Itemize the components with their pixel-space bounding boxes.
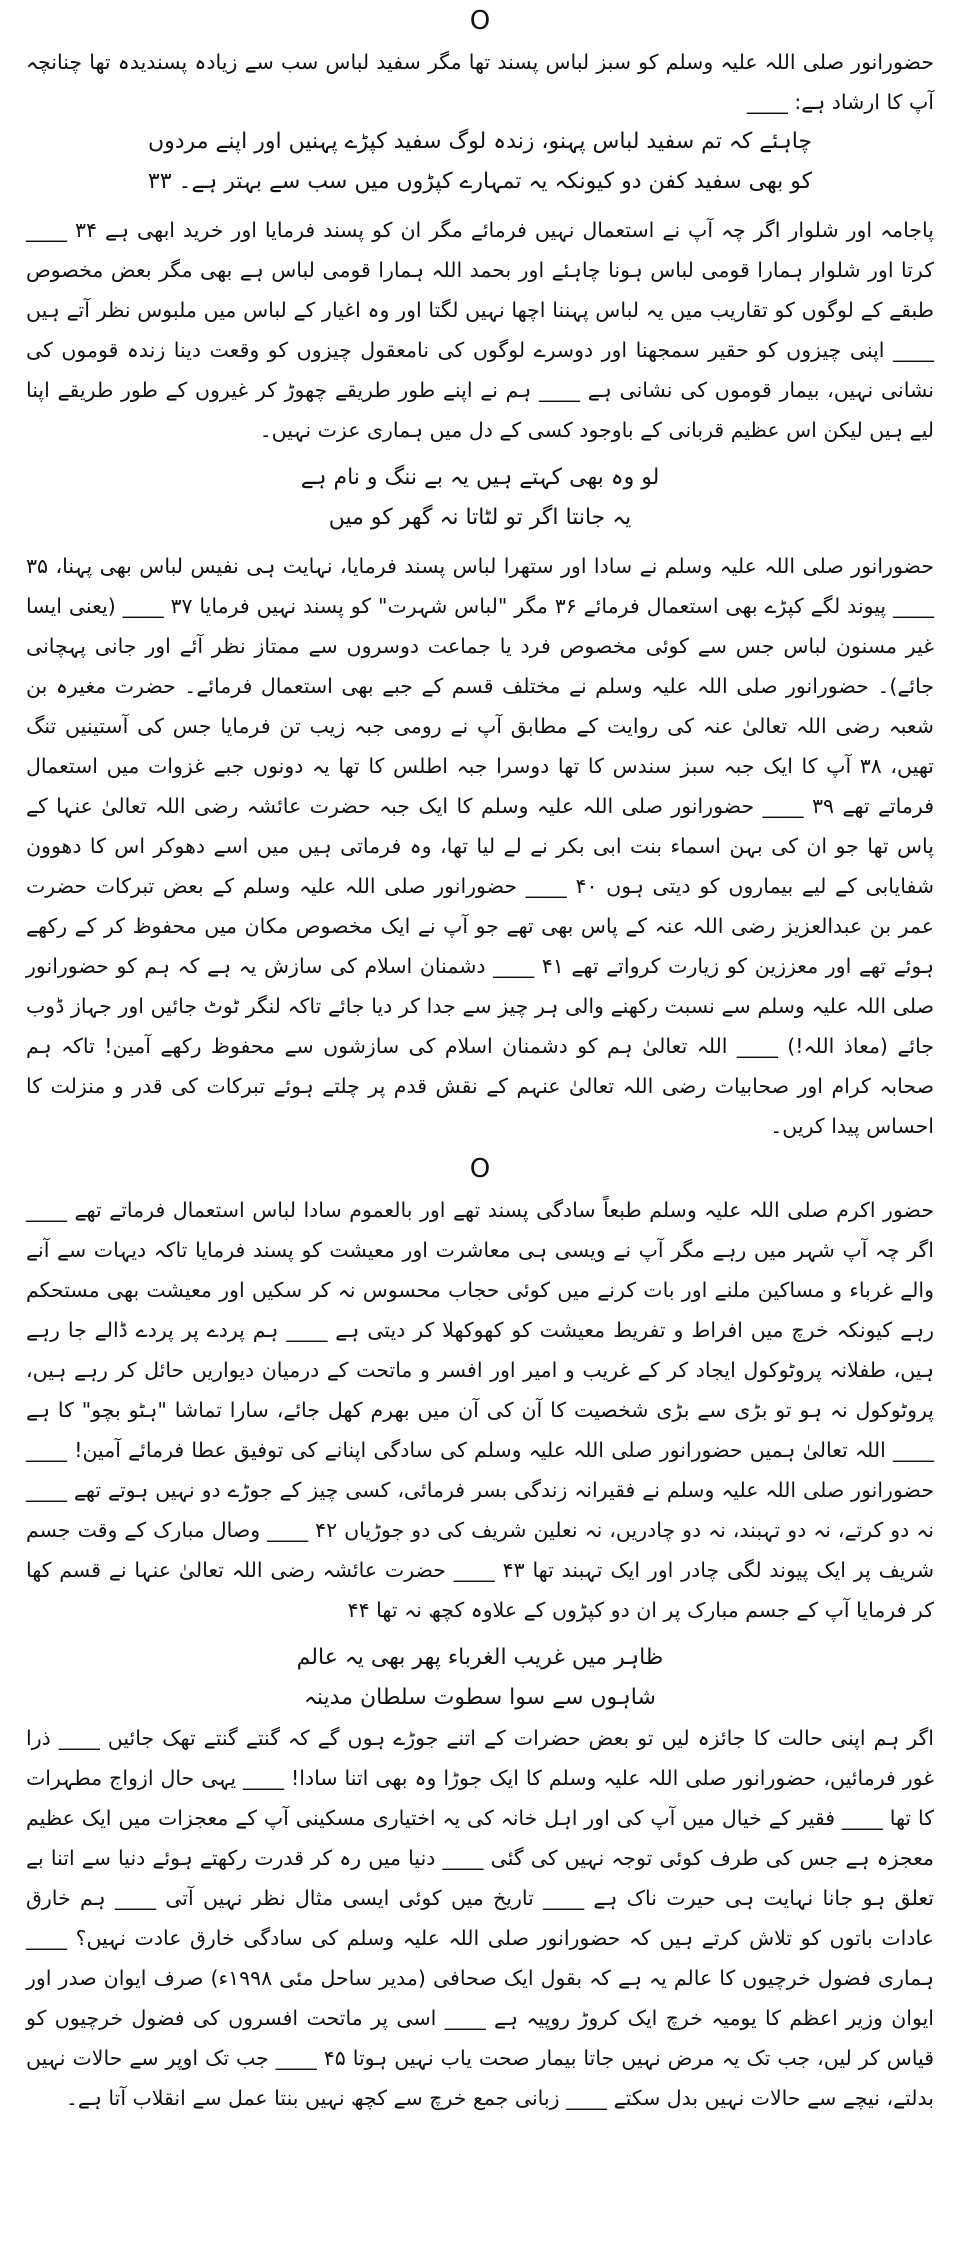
poetry-verse-2: یہ جانتا اگر تو لٹاتا نہ گھر کو میں bbox=[328, 505, 632, 530]
poetry-verse-3: ظاہر میں غریب الغرباء پھر بھی یہ عالم bbox=[296, 1645, 664, 1670]
spacer bbox=[26, 1630, 934, 1638]
paragraph-simplicity: حضور اکرم صلی اللہ علیہ وسلم طبعاً سادگی پسند تھے اور بالعموم سادا لباس استعمال فرماتے تھے ____ اگر چہ آپ شہر میں رہے مگر آپ نے ویسی ہی معاشرت اور معیشت کو پسند فرمایا تاکہ دیہات سے آنے والے غرباء و مساکین ملنے اور بات کرنے میں کوئی حجاب محسوس نہ کر سکیں اور معیشت بھی مستحکم رہے کیونکہ خرچ میں افراط و تفریط معیشت کو کھوکھلا کر دیتی ہے ____ ہم پردے پر پردے ڈالے جا رہے ہیں، طفلانہ پروٹوکول ایجاد کر کے غریب و امیر اور افسر و ماتحت کے درمیان دیواریں حائل کر رہے ہیں، پروٹوکول نہ ہو تو بڑی سے بڑی شخصیت کا آن کی آن میں بھرم کھل جائے، سارا تماشا "ہٹو بچو" کا ہے ____ اللہ تعالیٰ ہمیں حضورانور صلی اللہ علیہ وسلم کی سادگی اپنانے کی توفیق عطا فرمائے آمین! ____ حضورانور صلی اللہ علیہ وسلم نے فقیرانہ زندگی بسر فرمائی، کسی چیز کے جوڑے دو نہیں ہوتے تھے ____ نہ دو کرتے، نہ دو تہبند، نہ دو چادریں، نہ نعلین شریف کی دو جوڑیاں ۴۲ ____ وصال مبارک کے وقت جسم شریف پر ایک پیوند لگی چادر اور ایک تہبند تھا ۴۳ ____ حضرت عائشہ رضی اللہ تعالیٰ عنہا نے قسم کھا کر فرمایا آپ کے جسم مبارک پر ان دو کپڑوں کے علاوہ کچھ نہ تھا ۴۴ bbox=[26, 1198, 935, 1622]
paragraph-extravagance: اگر ہم اپنی حالت کا جائزہ لیں تو بعض حضرات کے اتنے جوڑے ہوں گے کہ گنتے گنتے تھک جائیں ____ ذرا غور فرمائیں، حضورانور صلی اللہ علیہ وسلم کا ایک جوڑا وہ بھی اتنا سادا! ____ یہی حال ازواج مطہرات کا تھا ____ فقیر کے خیال میں آپ کی اور اہل خانہ کی یہ اختیاری مسکینی آپ کے معجزات میں ایک عظیم معجزہ ہے جس کی طرف کوئی توجہ نہیں کی گئی ____ دنیا میں رہ کر قدرت رکھتے ہوئے دنیا سے اتنا بے تعلق ہو جانا نہایت ہی حیرت ناک ہے ____ تاریخ میں کوئی ایسی مثال نظر نہیں آتی ____ ہم خارق عادات باتوں کو تلاش کرتے ہیں کہ حضورانور صلی اللہ علیہ وسلم کی سادگی خارق عادت نہیں؟ ____ ہماری فضول خرچیوں کا عالم یہ ہے کہ بقول ایک صحافی (مدیر ساحل مئی ۱۹۹۸ء) صرف ایوان صدر اور ایوان وزیر اعظم کا یومیہ خرچ ایک کروڑ روپیہ ہے ____ اسی پر ماتحت افسروں کی فضول خرچیوں کو قیاس کر لیں، جب تک یہ مرض نہیں جاتا بیمار صحت یاب نہیں ہوتا ۴۵ ____ جب تک اوپر سے حالات نہیں بدلتے، نیچے سے حالات نہیں بدل سکتے ____ زبانی جمع خرچ سے کچھ نہیں بنتا عمل سے انقلاب آتا ہے۔ bbox=[26, 1726, 934, 2110]
hadith-line-1: چاہئے کہ تم سفید لباس پہنو، زندہ لوگ سفید کپڑے پہنیں اور اپنے مردوں bbox=[147, 129, 813, 154]
spacer bbox=[26, 202, 934, 210]
poetry-verse-1: لو وہ بھی کہتے ہیں یہ بے ننگ و نام ہے bbox=[300, 465, 660, 490]
spacer bbox=[26, 538, 934, 546]
paragraph-relics: حضورانور صلی اللہ علیہ وسلم نے سادا اور ستھرا لباس پسند فرمایا، نہایت ہی نفیس لباس بھی پہنا، ۳۵ ____ پیوند لگے کپڑے بھی استعمال فرمائے ۳۶ مگر "لباس شہرت" کو پسند نہیں فرمایا ۳۷ ____ (یعنی ایسا غیر مسنون لباس جس سے کوئی مخصوص فرد یا جماعت دوسروں سے ممتاز نظر آئے اور جانی پہچانی جائے)۔ حضورانور صلی اللہ علیہ وسلم نے مختلف قسم کے جبے بھی استعمال فرمائے۔ حضرت مغیرہ بن شعبہ رضی اللہ تعالیٰ عنہ کی روایت کے مطابق آپ نے رومی جبہ زیب تن فرمایا جس کی آستینیں تنگ تھیں، ۳۸ آپ کا ایک جبہ سبز سندس کا تھا دوسرا جبہ اطلس کا تھا یہ دونوں جبے غزوات میں استعمال فرماتے تھے ۳۹ ____ حضورانور صلی اللہ علیہ وسلم کا ایک جبہ حضرت عائشہ رضی اللہ تعالیٰ عنہا کے پاس تھا جو ان کی بہن اسماء بنت ابی بکر نے لے لیا تھا، وہ فرماتی ہیں میں اسے دھوکر اس کا دھوون شفایابی کے لیے بیماروں کو دیتی ہوں ۴۰ ____ حضورانور صلی اللہ علیہ وسلم کے بعض تبرکات حضرت عمر بن عبدالعزیز رضی اللہ عنہ کے پاس بھی تھے جو آپ نے ایک مخصوص مکان میں محفوظ کر کے رکھے ہوئے تھے اور معززین کو زیارت کرواتے تھے ۴۱ ____ دشمنان اسلام کی سازش یہ ہے کہ ہم کو حضورانور صلی اللہ علیہ وسلم سے نسبت رکھنے والی ہر چیز سے جدا کر دیا جائے تاکہ لنگر ٹوٹ جائیں اور جہاز ڈوب جائے (معاذ اللہ!) ____ اللہ تعالیٰ ہم کو دشمنان اسلام کی سازشوں سے محفوظ رکھے آمین! تاکہ ہم صحابہ کرام اور صحابیات رضی اللہ تعالیٰ عنہم کے نقش قدم پر چلتے ہوئے تبرکات کی قدر و منزلت کا احساس پیدا کریں۔ bbox=[26, 554, 934, 1138]
spacer bbox=[26, 450, 934, 458]
paragraph-white-dress: حضورانور صلی اللہ علیہ وسلم کو سبز لباس پسند تھا مگر سفید لباس سب سے زیادہ پسندیدہ تھا چنانچہ آپ کا ارشاد ہے: ____ bbox=[26, 50, 934, 114]
paragraph-national-dress: پاجامہ اور شلوار اگر چہ آپ نے استعمال نہیں فرمائے مگر ان کو پسند فرمایا اور خرید ابھی ہے ۳۴ ____ کرتا اور شلوار ہمارا قومی لباس ہونا چاہئے اور بحمد اللہ ہمارا قومی لباس ہے بھی مگر بعض مخصوص طبقے کے لوگوں کو تقاریب میں یہ لباس پہننا اچھا نہیں لگتا اور وہ اغیار کے لباس میں ملبوس نظر آتے ہیں ____ اپنی چیزوں کو حقیر سمجھنا اور دوسرے لوگوں کی نامعقول چیزوں کو وقعت دینا زندہ قوموں کی نشانی نہیں، بیمار قوموں کی نشانی ہے ____ ہم نے اپنے طور طریقے چھوڑ کر غیروں کے طور طریقے اپنا لیے ہیں لیکن اس عظیم قربانی کے باوجود کسی کے دل میں ہماری عزت نہیں۔ bbox=[26, 218, 934, 442]
section-marker-top: O bbox=[469, 6, 491, 36]
section-marker-middle: O bbox=[469, 1154, 491, 1184]
poetry-verse-4: شاہوں سے سوا سطوت سلطان مدینہ bbox=[304, 1685, 656, 1710]
hadith-line-2: کو بھی سفید کفن دو کیونکہ یہ تمہارے کپڑوں میں سب سے بہتر ہے۔ ۳۳ bbox=[147, 169, 813, 194]
